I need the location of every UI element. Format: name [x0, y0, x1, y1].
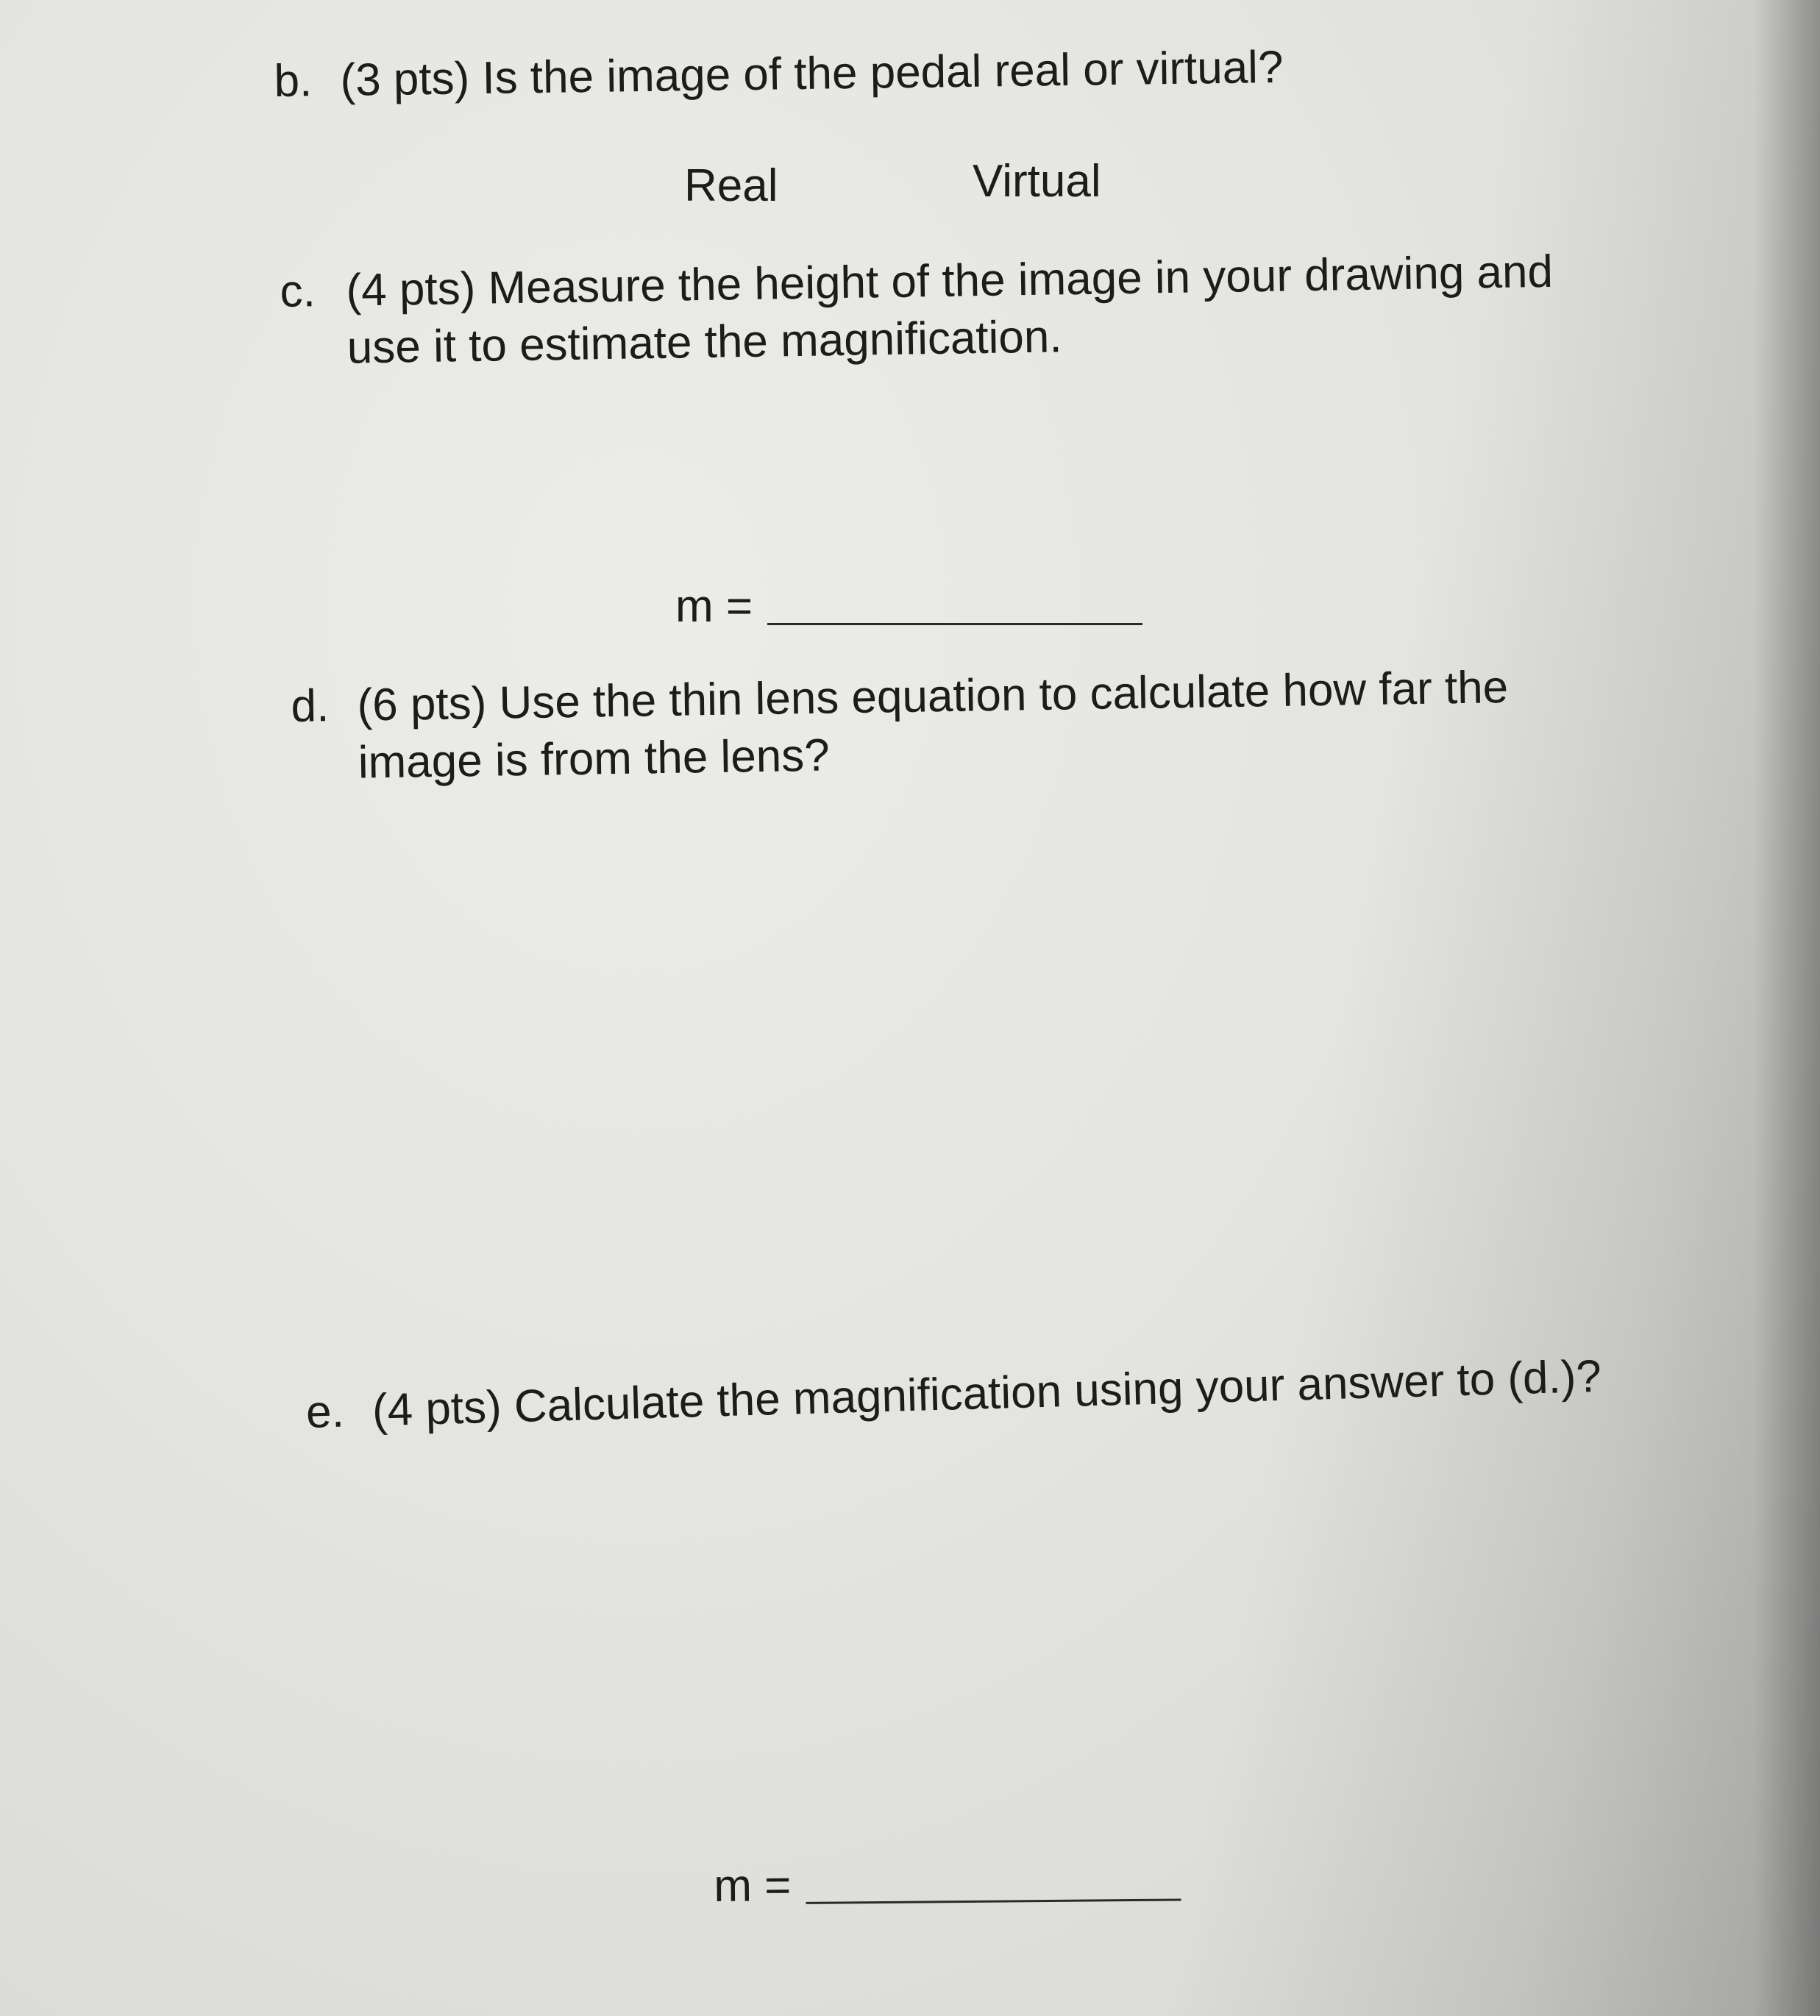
answer-c-blank[interactable] [767, 623, 1142, 625]
answer-c [675, 581, 1142, 633]
question-b [274, 39, 1284, 110]
option-virtual[interactable]: Virtual [973, 156, 1101, 207]
question-d-text: (6 pts) Use the thin lens equation to calculate how far the image is from the lens? [357, 662, 1509, 788]
question-d [291, 657, 1631, 793]
question-c [280, 243, 1613, 378]
option-real[interactable]: Real [684, 160, 778, 211]
question-c-text: (4 pts) Measure the height of the image in your drawing and use it to estimate the magnification. [346, 246, 1554, 374]
answer-e-blank[interactable] [806, 1898, 1181, 1903]
question-b-text: (3 pts) Is the image of the pedal real or virtual? [340, 41, 1284, 106]
answer-e-label: m = [714, 1860, 792, 1912]
paper-edge-shadow [1754, 0, 1820, 2016]
question-c-letter: c. [280, 266, 316, 317]
question-e [305, 1348, 1602, 1442]
question-e-letter: e. [305, 1386, 345, 1438]
question-e-text: (4 pts) Calculate the magnification using your answer to (d.)? [372, 1350, 1602, 1436]
answer-e [714, 1856, 1181, 1912]
question-d-letter: d. [291, 680, 330, 732]
answer-c-label: m = [675, 581, 753, 632]
question-b-letter: b. [274, 55, 313, 107]
